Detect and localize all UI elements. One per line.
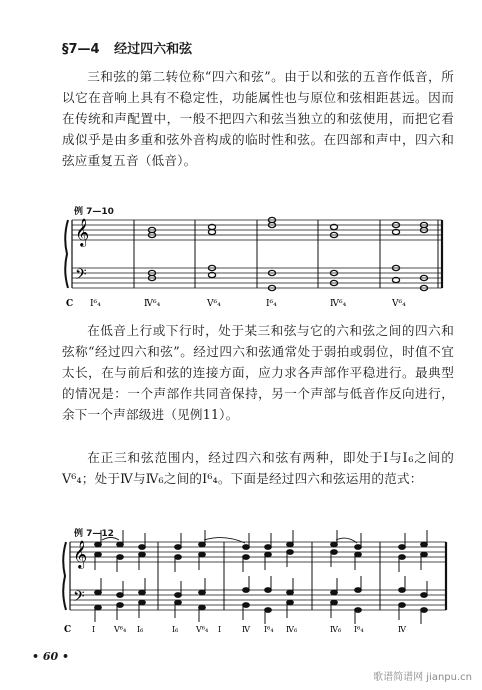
example-2-roman-3: Ⅰ₆ bbox=[172, 625, 179, 634]
example-2-roman-0: Ⅰ bbox=[92, 625, 96, 634]
example-2-label: 例 7—12 bbox=[74, 529, 114, 539]
example-2-roman-5: Ⅰ bbox=[218, 625, 222, 634]
example-2-roman-7: Ⅰ⁶₄ bbox=[264, 625, 274, 634]
paragraph-2 bbox=[62, 320, 454, 425]
treble-clef-icon: 𝄞 bbox=[75, 218, 90, 246]
watermark: 歌谱简谱网 jianpu.cn bbox=[373, 672, 472, 683]
example-2-score bbox=[62, 526, 454, 636]
example-1-roman-1: Ⅳ⁶₄ bbox=[144, 299, 161, 309]
example-1-roman-3: Ⅰ⁶₄ bbox=[266, 299, 277, 309]
example-1-roman-4: Ⅳ⁶₄ bbox=[330, 299, 347, 309]
example-2-roman-8: Ⅳ₆ bbox=[286, 625, 298, 634]
bass-clef-icon: 𝄢 bbox=[75, 266, 87, 287]
paragraph-3-text: 在正三和弦范围内，经过四六和弦有两种，即处于Ⅰ与Ⅰ₆之间的Ⅴ⁶₄；处于Ⅳ与Ⅳ₆之间的Ⅰ⁶₄。下面是经过四六和弦运用的范式： bbox=[62, 450, 454, 486]
section-title: 经过四六和弦 bbox=[114, 42, 193, 57]
example-1-key: C bbox=[66, 299, 74, 309]
music-example-2 bbox=[62, 526, 454, 636]
example-1-roman-0: Ⅰ⁶₄ bbox=[90, 299, 101, 309]
example-2-roman-11: Ⅳ bbox=[398, 625, 406, 634]
example-1-score bbox=[62, 202, 454, 314]
treble-clef-icon: 𝄞 bbox=[73, 540, 88, 568]
section-number: §7—4 bbox=[62, 42, 100, 57]
paragraph-1 bbox=[62, 66, 454, 171]
example-2-roman-6: Ⅳ bbox=[242, 625, 250, 634]
example-2-roman-10: Ⅰ⁶₄ bbox=[354, 625, 364, 634]
paragraph-3 bbox=[62, 447, 454, 489]
section-heading bbox=[62, 38, 192, 57]
example-2-key: C bbox=[64, 625, 72, 635]
music-example-1 bbox=[62, 202, 454, 314]
bass-clef-icon: 𝄢 bbox=[73, 588, 85, 609]
example-2-roman-2: Ⅰ₆ bbox=[137, 625, 144, 634]
example-1-label: 例 7—10 bbox=[74, 207, 114, 217]
page-number: • 60 • bbox=[32, 650, 70, 663]
example-1-roman-2: Ⅴ⁶₄ bbox=[207, 299, 221, 309]
example-1-roman-5: Ⅴ⁶₄ bbox=[392, 299, 406, 309]
example-2-roman-9: Ⅳ₆ bbox=[330, 625, 342, 634]
example-2-roman-1: Ⅴ⁶₄ bbox=[114, 625, 127, 634]
paragraph-2-text: 在低音上行或下行时，处于某三和弦与它的六和弦之间的四六和弦称“经过四六和弦”。经过四六和弦通常处于弱拍或弱位，时值不宜太长，在与前后和弦的连接方面，应力求各声部作平稳进行。最典型的情况是：一个声部作共同音保持，另一个声部与低音作反向进行，余下一个声部级进（见例11）。 bbox=[62, 323, 454, 422]
paragraph-1-text: 三和弦的第二转位称“四六和弦”。由于以和弦的五音作低音，所以它在音响上具有不稳定性，功能属性也与原位和弦相距甚远。因而在传统和声配置中，一般不把四六和弦当独立的和弦使用，而把它看成似乎是由多重和弦外音构成的临时性和弦。在四部和声中，四六和弦应重复五音（低音）。 bbox=[62, 69, 454, 168]
example-2-roman-4: Ⅴ⁶₄ bbox=[196, 625, 209, 634]
